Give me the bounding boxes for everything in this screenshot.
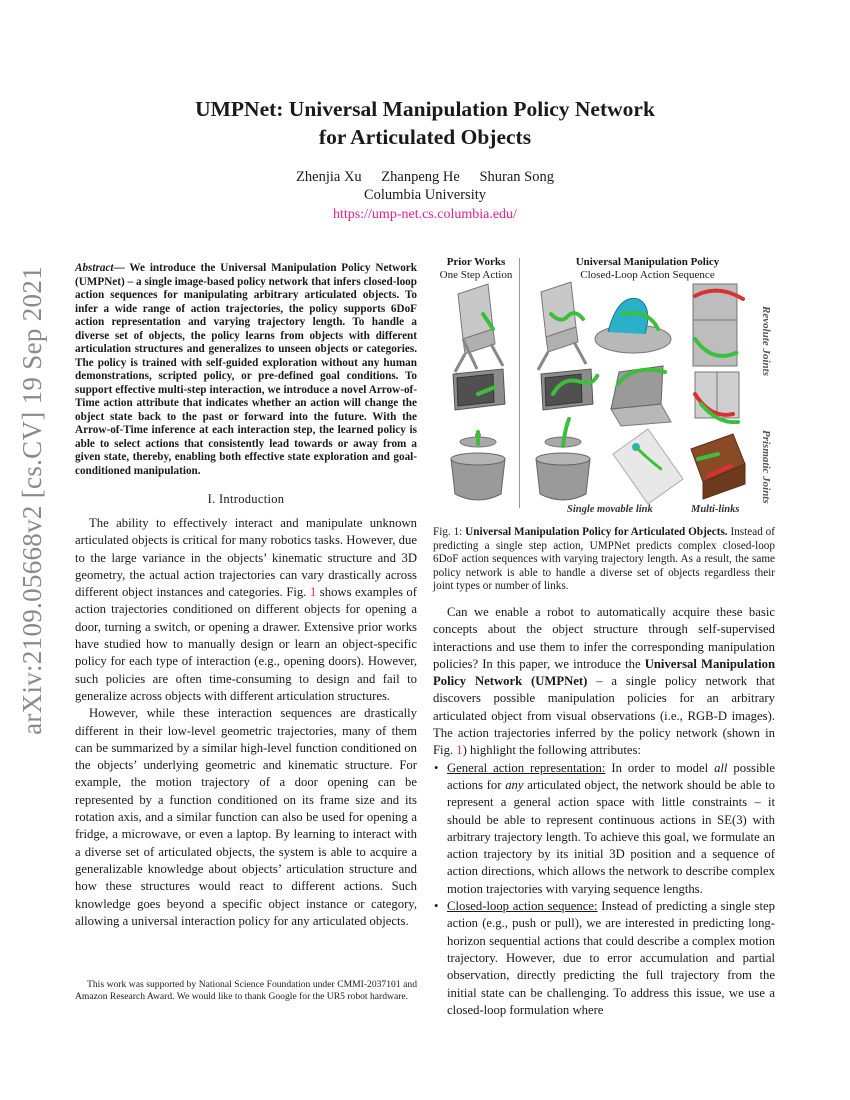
pot-prior-icon	[451, 432, 505, 500]
caption-label: Fig. 1:	[433, 526, 463, 538]
author-list	[0, 168, 850, 187]
sandal-object-icon	[595, 298, 671, 353]
dresser-icon	[691, 434, 745, 499]
microwave-prior-icon	[453, 369, 505, 410]
paragraph: However, while these interaction sequences are drastically different in their low-level geometric trajectories, many of them can be summarized by a similar high-level function conditioned on the objects’ underlying geometric and kinematic structure. For example, the motion trajectory of a door opening can be represented by a function conditioned on its frame size and its rotation axis, and a similar function can also be used for opening a fridge, a microwave, or even a laptop. By learning to interact with a diverse set of articulated objects, the system is able to acquire a generalizable knowledge about objects’ articulation structure and how these structures would react to different actions. Such knowledge goes beyond a specific object instance or category, allowing a universal interaction policy for any articulated objects.	[75, 706, 417, 928]
figure-caption	[433, 526, 775, 594]
ump-header: Universal Manipulation Policy Closed-Loop Action Sequence	[575, 256, 720, 281]
author: Zhenjia Xu	[296, 169, 362, 185]
microwave-ump-icon	[541, 369, 598, 410]
laptop-icon	[611, 366, 671, 426]
abstract-text: — We introduce the Universal Manipulation Policy Network (UMPNet) – a single image-based policy network that infers closed-loop action sequences for manipulating arbitrary articulated objects. To infer a wide range of action trajectories, the policy supports 6DoF action representation and varying trajectory length. To handle a diverse set of objects, the policy learns from objects with different articulation structures and generalizes to unseen objects or categories. The policy is trained with self-guided exploration without any human demonstrations, scripted policy, or pre-defined goal conditions. To support effective multi-step interaction, we introduce a novel Arrow-of-Time action attribute that indicates whether an action will change the object state back to the past or forward into the future. With the Arrow-of-Time inference at each interaction step, the learned policy is able to select actions that consistently lead towards or away from a given state, thereby, enabling both effective state exploration and goal-conditioned manipulation.	[75, 262, 417, 477]
slider-board-icon	[613, 429, 683, 504]
list-item: • General action representation: In order to model all possible actions for any articulated object, the network should be able to represent a general action space with little constraints – it should be able to represent continuous actions in SE(3) with arbitrary trajectory length. To achieve this goal, we formulate an action trajectory by its initial 3D position and a sequence of action directions, which allows the network to describe complex motion trajectories with varying sequence lengths.	[433, 760, 775, 898]
paragraph: Can we enable a robot to automatically acquire these basic concepts about the object structure through self-supervised interactions and use them to infer the corresponding manipulation policies? In this paper, we introduce the Universal Manipulation Policy Network (UMPNet) – a single policy network that discovers possible manipulation policies for an arbitrary articulated object from visual observations (i.e., RGB-D images). The action trajectories inferred by the policy network (shown in Fig. 1) highlight the following attributes:	[433, 604, 776, 758]
abstract	[75, 262, 417, 478]
paragraph: The ability to effectively interact and manipulate unknown articulated objects is critical for many robotics tasks. However, due to the large variance in the objects’ kinematic structure and 3D geometry, the actual action trajectories can vary drastically across different object instances and categories. Fig. 1 shows examples of action trajectories conditioned on different objects for opening a door, turning a switch, or opening a drawer. Extensive prior works have studied how to manually design or learn an object-specific policy for each type of interaction (e.g., opening doors). However, such policies are often time-consuming to design and fail to generalize across objects with different articulation structures.	[75, 516, 417, 703]
author: Shuran Song	[479, 169, 554, 185]
single-link-label: Single movable link	[567, 504, 653, 515]
left-column	[75, 262, 417, 930]
revolute-label: Revolute Joints	[760, 306, 772, 376]
list-item: • Closed-loop action sequence: Instead of predicting a single step action (e.g., push or pull), we are interested in predicting long-horizon sequential actions that could describe a complex motion trajectory. However, due to error accumulation and partial observation, directly predicting the full trajectory from the initial state can be challenging. To address this issue, we use a closed-loop formulation where	[433, 898, 775, 1019]
introduction-body	[75, 515, 417, 930]
figure-ref-link[interactable]: 1	[309, 585, 317, 600]
figure-illustration	[433, 254, 775, 518]
fridge-icon	[693, 284, 743, 366]
right-body	[433, 604, 775, 1019]
prismatic-label: Prismatic Joints	[760, 430, 772, 504]
prior-works-header: Prior Works One Step Action	[439, 256, 513, 281]
pot-ump-icon	[536, 419, 590, 500]
figure-ref-link[interactable]: 1	[456, 743, 463, 758]
caption-text: Instead of predicting a single step action, UMPNet predicts complex closed-loop 6DoF action sequences with varying trajectory length. As a result, the same policy network is able to handle a diverse set of objects regardless their joint types or number of links.	[433, 526, 775, 593]
right-column	[433, 254, 775, 1019]
figure-divider	[519, 258, 520, 508]
cabinet-icon	[695, 372, 739, 422]
footnote: This work was supported by National Science Foundation under CMMI-2037101 and Amazon Research Award. We would like to thank Google for the UR5 robot hardware.	[75, 979, 417, 1002]
caption-title: Universal Manipulation Policy for Articulated Objects.	[465, 526, 728, 538]
figure-1	[433, 254, 775, 518]
abstract-label: Abstract	[75, 262, 114, 274]
arxiv-stamp	[2, 265, 62, 735]
arxiv-id: arXiv:2109.05668v2 [cs.CV] 19 Sep 2021	[16, 265, 47, 735]
multi-links-label: Multi-links	[691, 504, 740, 515]
section-heading: I. Introduction	[207, 492, 285, 506]
chair-prior-icon	[455, 284, 503, 372]
affiliation: Columbia University	[363, 187, 487, 203]
project-url-link[interactable]: https://ump-net.cs.columbia.edu/	[333, 207, 517, 222]
paper-title: UMPNet: Universal Manipulation Policy Network for Articulated Objects	[195, 97, 655, 149]
author: Zhanpeng He	[381, 169, 460, 185]
attribute-list	[433, 760, 775, 1019]
chair-ump-icon	[538, 282, 586, 370]
